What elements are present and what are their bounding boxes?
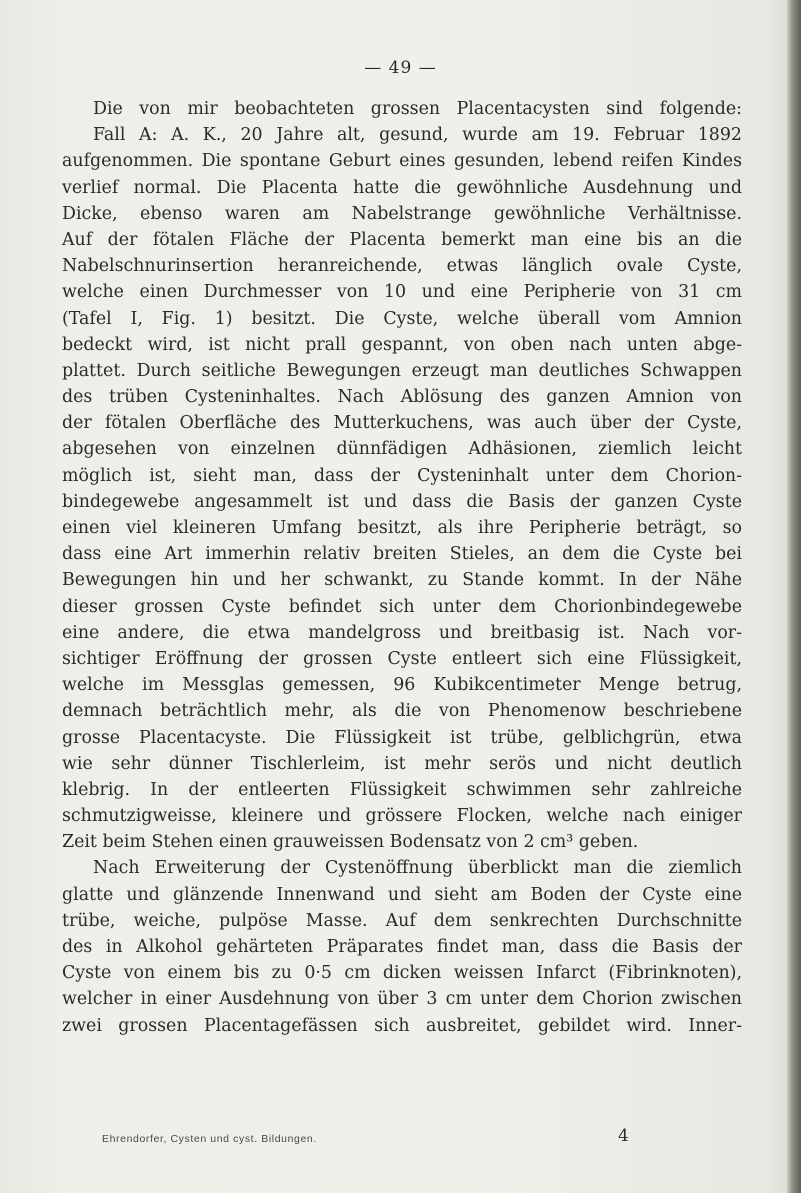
text-line: Cyste von einem bis zu 0·5 cm dicken weissen Infarct (Fibrinknoten), (62, 963, 742, 984)
text-line: demnach beträchtlich mehr, als die von Phenomenow beschriebene (62, 701, 742, 722)
text-line: (Tafel I, Fig. 1) besitzt. Die Cyste, welche überall vom Amnion (62, 308, 742, 329)
text-line: eine andere, die etwa mandelgross und breitbasig ist. Nach vor- (62, 622, 742, 643)
text-line: Dicke, ebenso waren am Nabelstrange gewöhnliche Verhältnisse. (62, 203, 742, 224)
text-line: bindegewebe angesammelt ist und dass die Basis der ganzen Cyste (62, 491, 742, 512)
text-line: abgesehen von einzelnen dünnfädigen Adhäsionen, ziemlich leicht (62, 439, 742, 460)
text-line: welcher in einer Ausdehnung von über 3 cm unter dem Chorion zwischen (62, 989, 742, 1010)
text-line: bedeckt wird, ist nicht prall gespannt, von oben nach unten abge- (62, 334, 742, 355)
page-edge-shadow (787, 0, 801, 1193)
text-line: plattet. Durch seitliche Bewegungen erzeugt man deutliches Schwappen (62, 360, 742, 381)
text-line: aufgenommen. Die spontane Geburt eines gesunden, lebend reifen Kindes (62, 151, 742, 172)
text-line: welche im Messglas gemessen, 96 Kubikcentimeter Menge betrug, (62, 675, 742, 696)
text-line: wie sehr dünner Tischlerleim, ist mehr serös und nicht deutlich (62, 753, 742, 774)
body-text (62, 96, 742, 1039)
text-line: der fötalen Oberfläche des Mutterkuchens, was auch über der Cyste, (62, 413, 742, 434)
text-line: Auf der fötalen Fläche der Placenta bemerkt man eine bis an die (62, 229, 742, 250)
text-line: dass eine Art immerhin relativ breiten Stieles, an dem die Cyste bei (62, 544, 742, 565)
text-line: welche einen Durchmesser von 10 und eine Peripherie von 31 cm (62, 282, 742, 303)
signature-mark: 4 (618, 1126, 629, 1146)
text-line: Zeit beim Stehen einen grauweissen Bodensatz von 2 cm³ geben. (62, 832, 639, 853)
text-line: Bewegungen hin und her schwankt, zu Stande kommt. In der Nähe (62, 570, 742, 591)
text-line: Fall A: A. K., 20 Jahre alt, gesund, wurde am 19. Februar 1892 (93, 125, 742, 146)
text-line: zwei grossen Placentagefässen sich ausbreitet, gebildet wird. Inner- (62, 1015, 742, 1036)
text-line: dieser grossen Cyste befindet sich unter dem Chorionbindegewebe (62, 596, 742, 617)
text-line: sichtiger Eröffnung der grossen Cyste entleert sich eine Flüssigkeit, (62, 648, 742, 669)
text-line: möglich ist, sieht man, dass der Cysteninhalt unter dem Chorion- (62, 465, 742, 486)
footer-note: Ehrendorfer, Cysten und cyst. Bildungen. (102, 1133, 317, 1145)
text-line: Nach Erweiterung der Cystenöffnung überblickt man die ziemlich (93, 858, 742, 879)
text-line: schmutzigweisse, kleinere und grössere Flocken, welche nach einiger (62, 806, 742, 827)
text-line: des in Alkohol gehärteten Präparates findet man, dass die Basis der (62, 937, 742, 957)
text-line: Nabelschnurinsertion heranreichende, etwas länglich ovale Cyste, (62, 256, 742, 277)
text-line: glatte und glänzende Innenwand und sieht am Boden der Cyste eine (62, 884, 742, 905)
text-line: trübe, weiche, pulpöse Masse. Auf dem senkrechten Durchschnitte (62, 910, 742, 931)
text-line: grosse Placentacyste. Die Flüssigkeit ist trübe, gelblichgrün, etwa (62, 727, 742, 748)
text-line: des trüben Cysteninhaltes. Nach Ablösung des ganzen Amnion von (62, 387, 742, 408)
text-line: einen viel kleineren Umfang besitzt, als ihre Peripherie beträgt, so (62, 518, 742, 538)
page-number: — 49 — (364, 58, 437, 78)
text-line: klebrig. In der entleerten Flüssigkeit schwimmen sehr zahlreiche (62, 779, 742, 800)
text-line: Die von mir beobachteten grossen Placentacysten sind folgende: (93, 99, 742, 119)
text-line: verlief normal. Die Placenta hatte die gewöhnliche Ausdehnung und (62, 177, 742, 198)
